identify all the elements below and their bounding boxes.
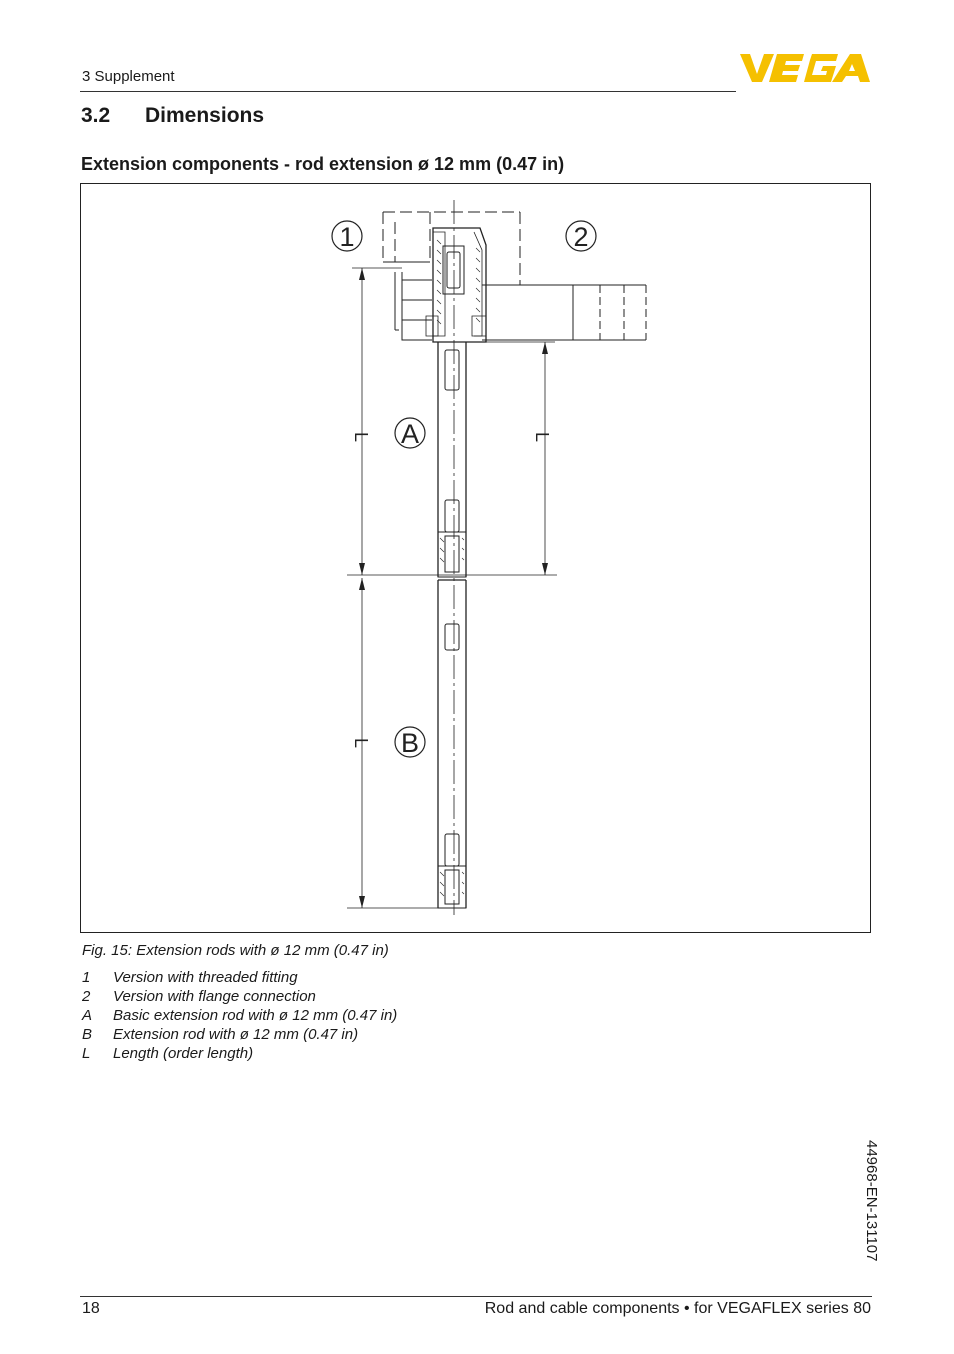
legend-key: B	[82, 1026, 93, 1043]
running-header-section: 3 Supplement	[82, 68, 175, 85]
document-id: 44968-EN-131107	[863, 1140, 880, 1262]
figure-title: Extension components - rod extension ø 12 mm (0.47 in)	[81, 154, 565, 174]
legend-key: A	[82, 1007, 93, 1024]
callout-b-label: B	[400, 728, 420, 758]
header-divider	[80, 91, 736, 92]
dimension-label-b: L	[351, 738, 371, 749]
dimension-label-a-right: L	[532, 432, 552, 443]
page-number: 18	[82, 1300, 100, 1317]
legend-item	[82, 1006, 397, 1025]
legend-text: Extension rod with ø 12 mm (0.47 in)	[113, 1026, 359, 1043]
legend-item	[82, 1044, 397, 1063]
legend-text: Version with flange connection	[113, 988, 316, 1005]
vega-logo	[740, 52, 872, 84]
legend-text: Length (order length)	[113, 1045, 254, 1062]
legend-text: Basic extension rod with ø 12 mm (0.47 in)	[113, 1007, 398, 1024]
section-number: 3.2	[81, 104, 111, 127]
callout-2-label: 2	[573, 222, 589, 252]
dimension-label-a-left: L	[351, 432, 371, 443]
legend-item	[82, 1025, 397, 1044]
footer-divider	[80, 1296, 872, 1297]
legend-item	[82, 968, 397, 987]
figure-frame	[80, 183, 871, 933]
callout-1-label: 1	[339, 222, 355, 252]
footer-document-title: Rod and cable components • for VEGAFLEX series 80	[484, 1300, 871, 1317]
legend-key: 1	[82, 969, 91, 986]
callout-a-label: A	[400, 419, 420, 449]
legend-key: L	[82, 1045, 91, 1062]
section-heading	[81, 104, 264, 128]
figure-legend	[82, 968, 397, 1063]
legend-item	[82, 987, 397, 1006]
legend-text: Version with threaded fitting	[113, 969, 298, 986]
legend-key: 2	[82, 988, 91, 1005]
figure-caption: Fig. 15: Extension rods with ø 12 mm (0.47 in)	[82, 942, 389, 959]
section-title: Dimensions	[145, 104, 265, 127]
